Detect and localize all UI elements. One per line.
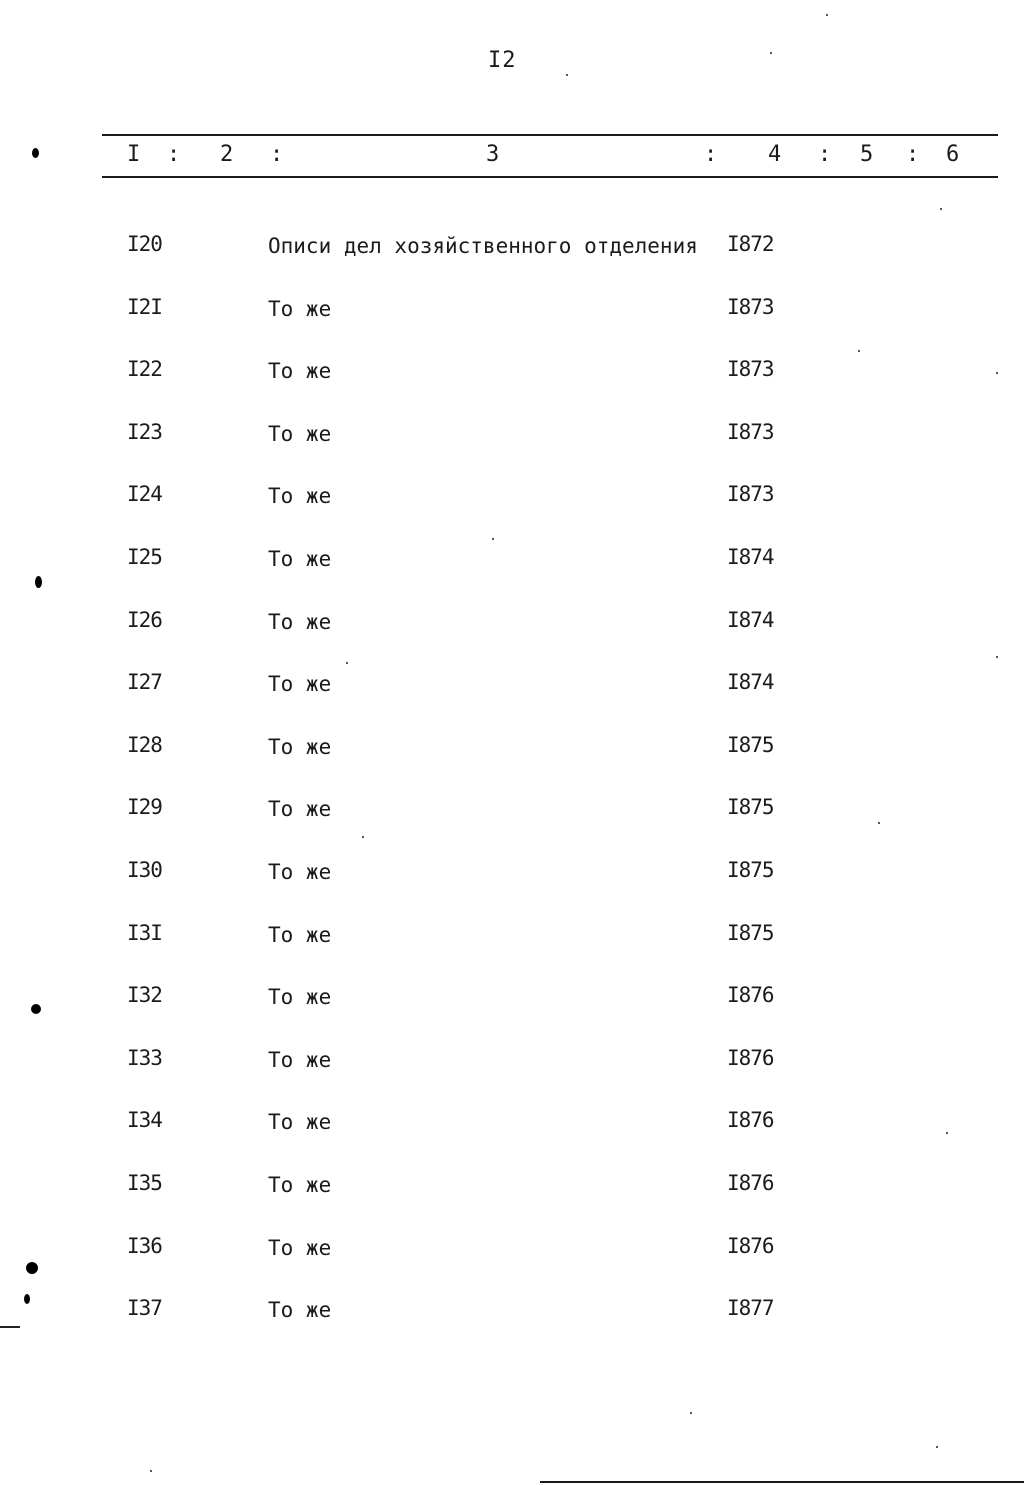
record-title: То же [268,1173,332,1197]
record-year: I873 [727,482,774,507]
record-year: I875 [727,795,774,820]
record-title: То же [268,547,332,571]
table-header-bottom-rule [102,176,998,178]
table-row [0,1046,1024,1086]
header-col-3: 3 [486,142,500,167]
page-number: I2 [488,48,517,73]
table-row [0,357,1024,397]
record-title: То же [268,421,332,446]
record-number: I36 [127,1233,162,1258]
record-title: То же [268,985,332,1010]
record-title: То же [268,296,332,321]
record-year: I874 [727,545,774,569]
record-year: I874 [727,670,774,695]
record-title: То же [268,672,332,697]
record-title: То же [268,734,332,759]
record-title: То же [268,922,332,947]
table-row [0,733,1024,773]
record-number: I32 [127,983,162,1008]
record-number: I3I [127,920,162,945]
table-row [0,232,1024,272]
table-row [0,983,1024,1023]
record-year: I877 [727,1296,774,1321]
record-number: I2I [127,294,162,319]
punch-mark [32,148,39,158]
footer-rule [540,1481,1024,1483]
table-row [0,1296,1024,1336]
header-col-2: 2 [220,142,234,167]
record-year: I873 [727,294,774,319]
punch-mark [35,576,42,588]
punch-mark [24,1294,30,1304]
record-title: То же [268,484,332,509]
record-title: То же [268,1110,332,1135]
record-number: I33 [127,1045,162,1070]
record-year: I874 [727,607,774,632]
record-number: I24 [127,482,162,507]
punch-mark [31,1004,41,1014]
header-separator: : [270,142,284,167]
record-number: I23 [127,419,162,444]
table-top-rule [102,134,998,136]
record-title: То же [268,797,332,822]
record-title: То же [268,1235,332,1260]
record-title: То же [268,1047,332,1072]
record-year: I876 [727,983,774,1008]
table-row [0,858,1024,898]
header-col-4: 4 [768,142,782,167]
table-row [0,1234,1024,1274]
record-number: I20 [127,232,162,256]
record-year: I876 [727,1233,774,1258]
record-year: I876 [727,1045,774,1070]
table-header [0,142,1024,172]
table-row [0,921,1024,961]
record-year: I876 [727,1171,774,1195]
record-number: I34 [127,1108,162,1133]
record-number: I25 [127,545,162,569]
table-row [0,295,1024,335]
record-title: То же [268,1298,332,1323]
header-separator: : [704,142,718,167]
table-row [0,420,1024,460]
record-number: I22 [127,357,162,382]
record-title: То же [268,860,332,884]
table-row [0,545,1024,585]
record-number: I30 [127,858,162,882]
record-number: I26 [127,607,162,632]
table-row [0,1108,1024,1148]
record-year: I873 [727,357,774,382]
header-col-1: I [127,142,141,167]
table-row [0,670,1024,710]
record-year: I875 [727,732,774,757]
header-separator: : [818,142,832,167]
record-number: I28 [127,732,162,757]
record-title: То же [268,359,332,384]
record-year: I875 [727,920,774,945]
table-row [0,1171,1024,1211]
header-separator: : [167,142,181,167]
header-col-6: 6 [946,142,960,167]
table-row [0,482,1024,522]
record-number: I37 [127,1296,162,1321]
table-row [0,795,1024,835]
record-number: I35 [127,1171,162,1195]
record-number: I27 [127,670,162,695]
header-col-5: 5 [860,142,874,167]
record-title: То же [268,609,332,634]
record-year: I875 [727,858,774,882]
header-separator: : [906,142,920,167]
punch-mark [26,1262,38,1274]
edge-mark [0,1326,20,1328]
table-row [0,608,1024,648]
record-number: I29 [127,795,162,820]
record-year: I876 [727,1108,774,1133]
record-title: Описи дел хозяйственного отделения [268,234,698,258]
record-year: I873 [727,419,774,444]
record-year: I872 [727,232,774,256]
